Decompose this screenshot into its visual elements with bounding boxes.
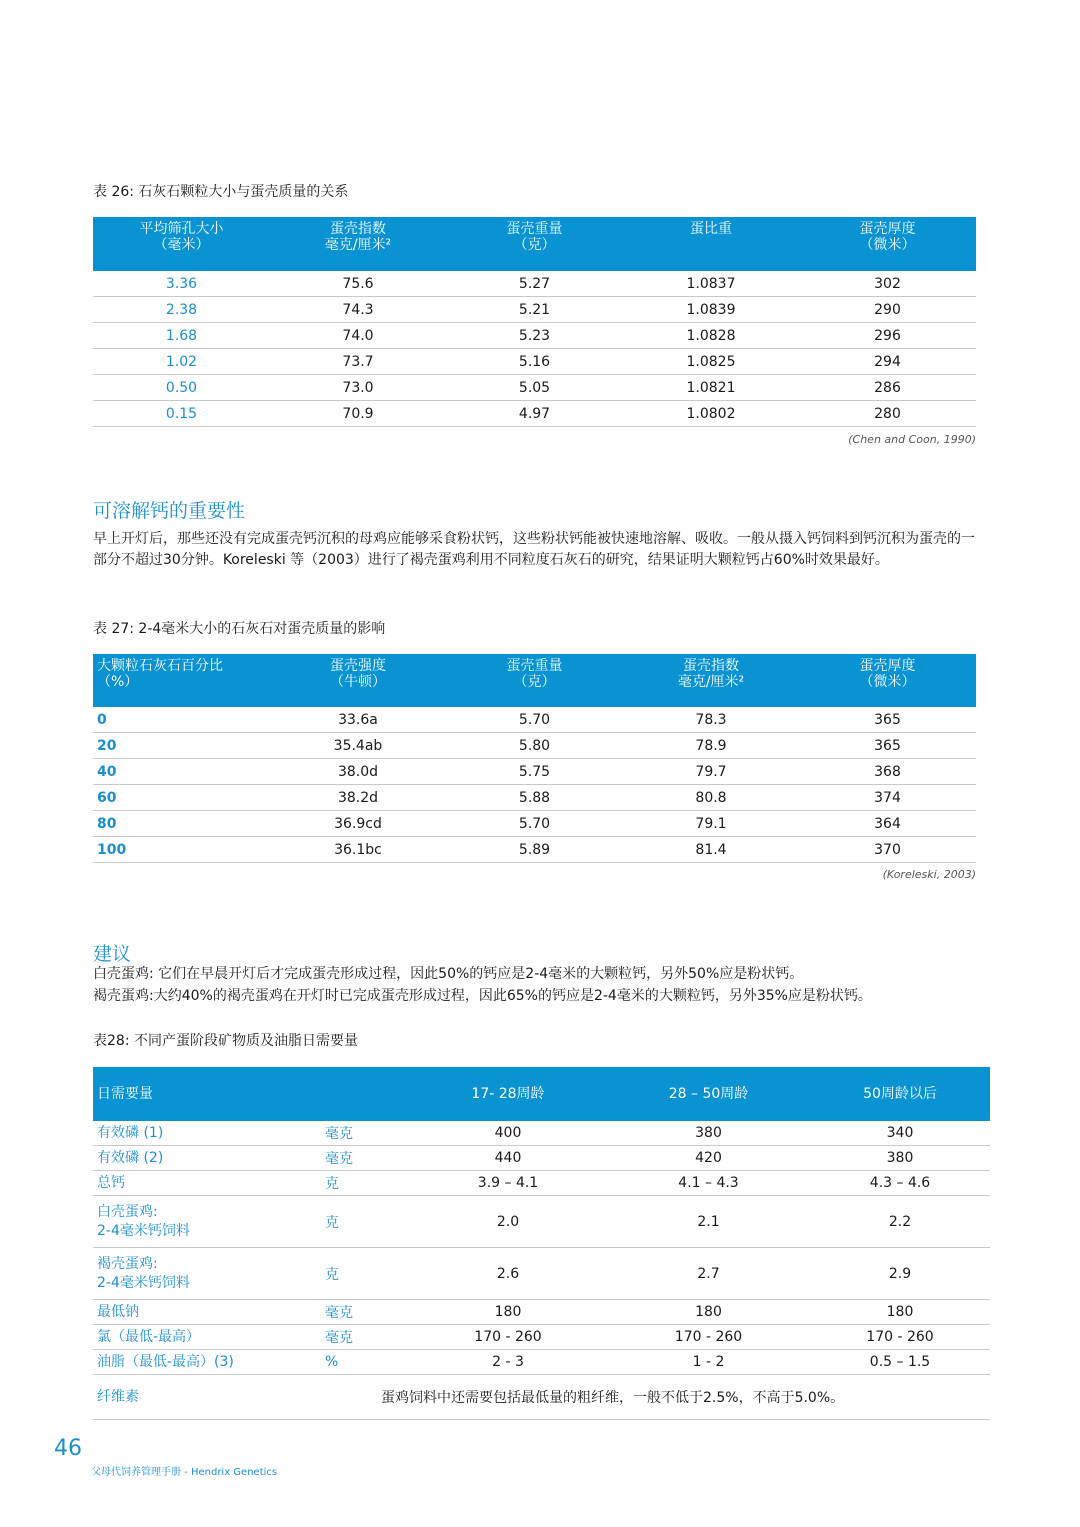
table-cell: 170 - 260: [409, 1325, 607, 1350]
table-row: [93, 837, 976, 863]
table-cell: 5.70: [446, 811, 623, 837]
table-cell: 170 - 260: [607, 1325, 810, 1350]
table-cell: 74.0: [270, 323, 446, 349]
table-cell: 73.7: [270, 349, 446, 375]
table-cell: 5.70: [446, 707, 623, 733]
table-cell: 368: [799, 759, 976, 785]
table-cell: 5.88: [446, 785, 623, 811]
table28-header: 50周龄以后: [810, 1067, 990, 1121]
table-row: [93, 401, 976, 427]
table-cell: 1.0821: [623, 375, 799, 401]
table-row: [93, 707, 976, 733]
table-cell: 38.0d: [270, 759, 446, 785]
table27-source: (Koreleski, 2003): [882, 868, 976, 881]
recommendation-white: 白壳蛋鸡: 它们在早晨开灯后才完成蛋壳形成过程，因此50%的钙应是2-4毫米的大颗粒钙，另外50%应是粉状钙。: [93, 966, 804, 982]
table-row: [93, 271, 976, 297]
table-cell: 2 - 3: [409, 1350, 607, 1375]
table-cell: 364: [799, 811, 976, 837]
table28-header: 17- 28周龄: [409, 1067, 607, 1121]
table-cell: 79.1: [623, 811, 799, 837]
table-cell: 36.1bc: [270, 837, 446, 863]
table-cell: 100: [93, 837, 270, 863]
table-row: [93, 1196, 990, 1248]
table-cell: 75.6: [270, 271, 446, 297]
row-label: 有效磷 (2): [93, 1146, 321, 1171]
table-cell: 5.21: [446, 297, 623, 323]
table-row: [93, 1121, 990, 1146]
table27-caption: 表 27: 2-4毫米大小的石灰石对蛋壳质量的影响: [93, 621, 386, 637]
table-cell: 0: [93, 707, 270, 733]
table-cell: 380: [607, 1121, 810, 1146]
table-row: [93, 785, 976, 811]
table-cell: 1.0839: [623, 297, 799, 323]
table-cell: 78.3: [623, 707, 799, 733]
table-cell: 4.3 – 4.6: [810, 1171, 990, 1196]
table-cell: 4.97: [446, 401, 623, 427]
table-cell: 70.9: [270, 401, 446, 427]
table-cell: 294: [799, 349, 976, 375]
table-cell: 5.80: [446, 733, 623, 759]
table-cell: 35.4ab: [270, 733, 446, 759]
fiber-note: 蛋鸡饲料中还需要包括最低量的粗纤维，一般不低于2.5%，不高于5.0%。: [321, 1375, 990, 1420]
table-cell: 2.6: [409, 1248, 607, 1300]
footer-text: 父母代饲养管理手册 - Hendrix Genetics: [91, 1467, 278, 1478]
table26-header: 蛋壳厚度 （微米）: [799, 217, 976, 271]
table-cell: 79.7: [623, 759, 799, 785]
table-cell: 1.68: [93, 323, 270, 349]
table-cell: 2.38: [93, 297, 270, 323]
table-cell: 3.36: [93, 271, 270, 297]
table-cell: 170 - 260: [810, 1325, 990, 1350]
table-cell: 5.89: [446, 837, 623, 863]
table-cell: 78.9: [623, 733, 799, 759]
table-row: [93, 1300, 990, 1325]
table28-caption: 表28: 不同产蛋阶段矿物质及油脂日需要量: [93, 1033, 358, 1049]
row-unit: 克: [321, 1196, 409, 1248]
row-label: 总钙: [93, 1171, 321, 1196]
table27-header-row: [93, 654, 976, 707]
table27-header: 蛋壳强度 （牛顿）: [270, 654, 446, 707]
table26-source: (Chen and Coon, 1990): [848, 433, 976, 446]
table28-header: 日需要量: [93, 1067, 409, 1121]
table-cell: 420: [607, 1146, 810, 1171]
row-label: 褐壳蛋鸡: 2-4毫米钙饲料: [93, 1248, 321, 1300]
row-label: 氯（最低-最高）: [93, 1325, 321, 1350]
table26: [93, 217, 976, 427]
table28-header-row: [93, 1067, 990, 1121]
table-cell: 290: [799, 297, 976, 323]
table-row: [93, 323, 976, 349]
table26-header: 蛋壳重量 （克）: [446, 217, 623, 271]
table-cell: 80: [93, 811, 270, 837]
row-label: 纤维素: [93, 1375, 321, 1420]
table-cell: 5.05: [446, 375, 623, 401]
table-cell: 302: [799, 271, 976, 297]
table27-header: 大颗粒石灰石百分比 （%）: [93, 654, 270, 707]
table27-header: 蛋壳重量 （克）: [446, 654, 623, 707]
table-cell: 180: [409, 1300, 607, 1325]
row-label: 有效磷 (1): [93, 1121, 321, 1146]
table-cell: 2.0: [409, 1196, 607, 1248]
table-cell: 5.16: [446, 349, 623, 375]
table-row: [93, 1325, 990, 1350]
table-cell: 80.8: [623, 785, 799, 811]
table27-header: 蛋壳厚度 （微米）: [799, 654, 976, 707]
table-row: [93, 1146, 990, 1171]
table-row: [93, 1248, 990, 1300]
row-unit: %: [321, 1350, 409, 1375]
recommendation-brown: 褐壳蛋鸡:大约40%的褐壳蛋鸡在开灯时已完成蛋壳形成过程，因此65%的钙应是2-4毫米的大颗粒钙，另外35%应是粉状钙。: [93, 988, 872, 1004]
table-row: [93, 297, 976, 323]
table-cell: 1 - 2: [607, 1350, 810, 1375]
table-cell: 3.9 – 4.1: [409, 1171, 607, 1196]
table-cell: 1.0802: [623, 401, 799, 427]
section-title-soluble-calcium: 可溶解钙的重要性: [93, 500, 246, 522]
table-cell: 5.75: [446, 759, 623, 785]
table-cell: 400: [409, 1121, 607, 1146]
table-cell: 1.0825: [623, 349, 799, 375]
table26-caption: 表 26: 石灰石颗粒大小与蛋壳质量的关系: [93, 184, 349, 200]
row-label: 白壳蛋鸡: 2-4毫米钙饲料: [93, 1196, 321, 1248]
table-cell: 180: [810, 1300, 990, 1325]
table-row: [93, 349, 976, 375]
table28: [93, 1067, 990, 1420]
table-cell: 2.2: [810, 1196, 990, 1248]
table-row: [93, 375, 976, 401]
table-cell: 365: [799, 733, 976, 759]
table-cell: 40: [93, 759, 270, 785]
table27-header: 蛋壳指数 毫克/厘米²: [623, 654, 799, 707]
table-cell: 38.2d: [270, 785, 446, 811]
table-cell: 1.0837: [623, 271, 799, 297]
table26-header: 蛋比重: [623, 217, 799, 271]
row-unit: 毫克: [321, 1325, 409, 1350]
section-body: 早上开灯后，那些还没有完成蛋壳钙沉积的母鸡应能够采食粉状钙，这些粉状钙能被快速地溶解、吸收。一般从摄入钙饲料到钙沉积为蛋壳的一部分不超过30分钟。Koreleski 等（2003）进行了褐壳蛋鸡利用不同粒度石灰石的研究，结果证明大颗粒钙占60%时效果最好。: [93, 531, 975, 568]
table-cell: 1.02: [93, 349, 270, 375]
table-cell: 0.50: [93, 375, 270, 401]
table-cell: 81.4: [623, 837, 799, 863]
table-cell: 36.9cd: [270, 811, 446, 837]
row-label: 最低钠: [93, 1300, 321, 1325]
table-cell: 33.6a: [270, 707, 446, 733]
table-cell: 380: [810, 1146, 990, 1171]
table-cell: 2.9: [810, 1248, 990, 1300]
table-cell: 2.1: [607, 1196, 810, 1248]
table-cell: 296: [799, 323, 976, 349]
table28-header: 28 – 50周龄: [607, 1067, 810, 1121]
table-cell: 286: [799, 375, 976, 401]
table-cell: 2.7: [607, 1248, 810, 1300]
table-cell: 365: [799, 707, 976, 733]
table-row: [93, 1350, 990, 1375]
table-cell: 370: [799, 837, 976, 863]
table-cell: 74.3: [270, 297, 446, 323]
table26-header: 平均筛孔大小 （毫米）: [93, 217, 270, 271]
table-row: [93, 759, 976, 785]
table-cell: 73.0: [270, 375, 446, 401]
table-cell: 60: [93, 785, 270, 811]
table-cell: 20: [93, 733, 270, 759]
table-cell: 440: [409, 1146, 607, 1171]
row-unit: 克: [321, 1171, 409, 1196]
table-cell: 4.1 – 4.3: [607, 1171, 810, 1196]
table-cell: 0.5 – 1.5: [810, 1350, 990, 1375]
row-unit: 毫克: [321, 1121, 409, 1146]
page-number: 46: [54, 1436, 82, 1461]
table-row: [93, 733, 976, 759]
table-cell: 5.27: [446, 271, 623, 297]
table-row: [93, 1375, 990, 1420]
table-cell: 180: [607, 1300, 810, 1325]
table-cell: 280: [799, 401, 976, 427]
row-label: 油脂（最低-最高）(3): [93, 1350, 321, 1375]
table-cell: 0.15: [93, 401, 270, 427]
table26-header-row: [93, 217, 976, 271]
row-unit: 毫克: [321, 1300, 409, 1325]
row-unit: 毫克: [321, 1146, 409, 1171]
section-title-recommendation: 建议: [93, 943, 132, 965]
table-cell: 374: [799, 785, 976, 811]
row-unit: 克: [321, 1248, 409, 1300]
table26-header: 蛋壳指数 毫克/厘米²: [270, 217, 446, 271]
table-cell: 5.23: [446, 323, 623, 349]
table-cell: 1.0828: [623, 323, 799, 349]
table-row: [93, 1171, 990, 1196]
table27: [93, 654, 976, 863]
table-row: [93, 811, 976, 837]
table-cell: 340: [810, 1121, 990, 1146]
